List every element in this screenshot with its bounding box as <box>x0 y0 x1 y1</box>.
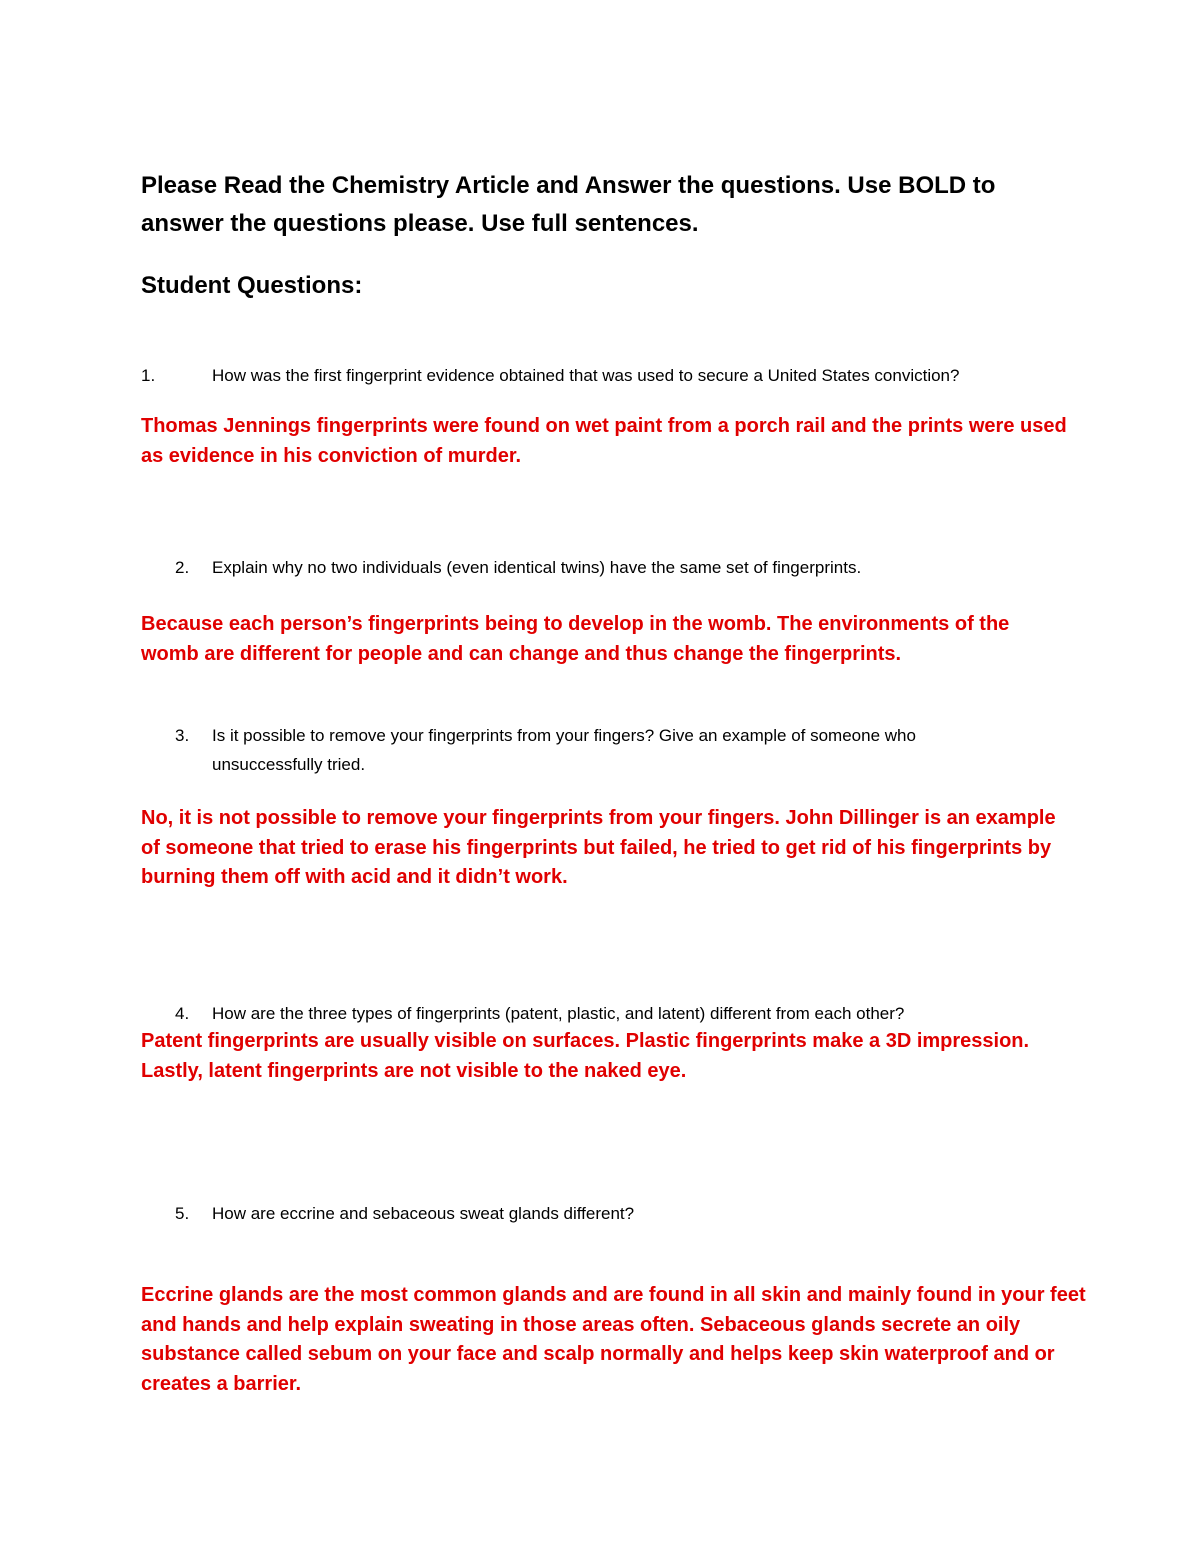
question-4-text: How are the three types of fingerprints (patent, plastic, and latent) different from each other? <box>212 1004 905 1023</box>
question-1-answer: Thomas Jennings fingerprints were found on wet paint from a porch rail and the prints were used as evidence in his conviction of murder. <box>141 415 1067 467</box>
question-2-number: 2. <box>175 558 190 577</box>
question-5-answer: Eccrine glands are the most common glands and are found in all skin and mainly found in your feet and hands and help explain sweating in those areas often. Sebaceous glands secrete an oily substance called sebum on your face and scalp normally and helps keep skin waterproof and or creates a barrier. <box>141 1284 1086 1395</box>
question-4-answer: Patent fingerprints are usually visible on surfaces. Plastic fingerprints make a 3D impression. Lastly, latent fingerprints are not visible to the naked eye. <box>141 1030 1030 1082</box>
question-5-number: 5. <box>175 1204 190 1223</box>
question-4-number: 4. <box>175 1004 190 1023</box>
question-3-number: 3. <box>175 726 190 745</box>
instructions-heading: Please Read the Chemistry Article and Answer the questions. Use BOLD to answer the questions please. Use full sentences. <box>141 172 996 237</box>
question-2-answer: Because each person’s fingerprints being to develop in the womb. The environments of the womb are different for people and can change and thus change the fingerprints. <box>141 613 1010 665</box>
question-3-text: Is it possible to remove your fingerprints from your fingers? Give an example of someone who unsuccessfully tried. <box>212 726 916 774</box>
question-3-answer: No, it is not possible to remove your fingerprints from your fingers. John Dillinger is an example of someone that tried to erase his fingerprints but failed, he tried to get rid of his fingerprints by burning them off with acid and it didn’t work. <box>141 807 1056 888</box>
section-title: Student Questions: <box>141 272 363 299</box>
question-5-text: How are eccrine and sebaceous sweat glands different? <box>212 1204 635 1223</box>
question-2-text: Explain why no two individuals (even identical twins) have the same set of fingerprints. <box>212 558 862 577</box>
question-1-text: How was the first fingerprint evidence obtained that was used to secure a United States conviction? <box>212 366 960 385</box>
question-1-number: 1. <box>141 366 156 385</box>
